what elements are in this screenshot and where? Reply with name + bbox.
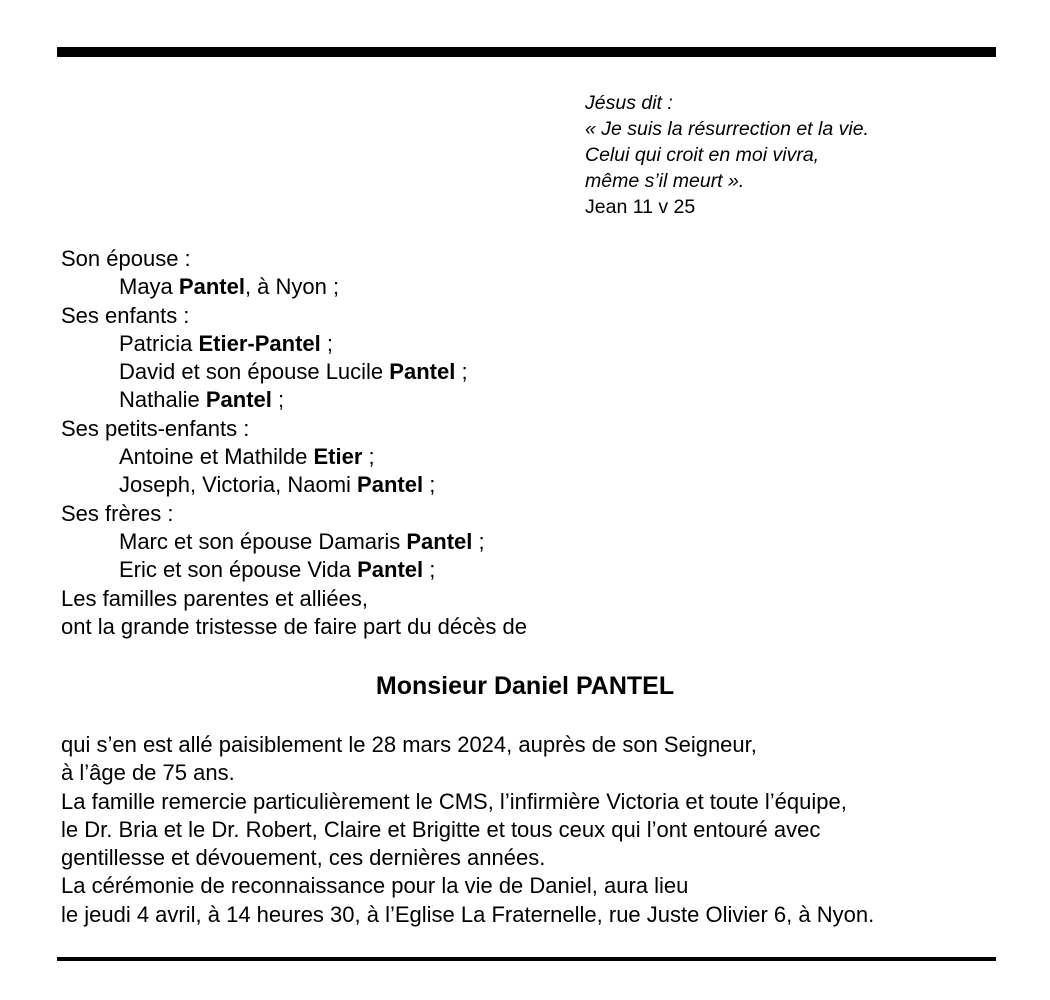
epigraph-reference: Jean 11 v 25 <box>585 196 696 218</box>
entry-text: Eric et son épouse Vida <box>119 557 358 583</box>
message-line: La famille remercie particulièrement le CMS, l’infirmière Victoria et toute l’équipe, <box>61 788 847 814</box>
epigraph-line: « Je suis la résurrection et la vie. <box>585 118 869 140</box>
message-line: La cérémonie de reconnaissance pour la vie de Daniel, aura lieu <box>61 873 689 899</box>
entry-text: , à Nyon ; <box>244 274 340 300</box>
surname: Pantel <box>406 528 473 554</box>
surname: Pantel <box>178 274 245 300</box>
children-heading: Ses enfants : <box>61 302 190 328</box>
entry-text: ; <box>362 444 375 470</box>
brothers-heading: Ses frères : <box>61 500 174 526</box>
entry-text: ; <box>472 528 485 554</box>
surname: Pantel <box>205 387 272 413</box>
brother-entry <box>61 528 527 556</box>
child-entry <box>61 330 527 358</box>
message-line: qui s’en est allé paisiblement le 28 mars 2024, auprès de son Seigneur, <box>61 732 757 757</box>
entry-text: Patricia <box>119 330 199 356</box>
entry-text: ; <box>320 330 333 356</box>
child-entry <box>61 386 527 414</box>
epigraph <box>585 90 869 220</box>
message-line: gentillesse et dévouement, ces dernières années. <box>61 845 546 871</box>
closing-line: Les familles parentes et alliées, <box>61 585 368 611</box>
brother-entry <box>61 556 527 584</box>
bottom-rule <box>57 957 996 961</box>
epigraph-line: Jésus dit : <box>585 92 673 114</box>
grandchild-entry <box>61 471 527 499</box>
entry-text: Joseph, Victoria, Naomi <box>119 472 358 498</box>
entry-text: ; <box>455 359 468 385</box>
entry-text: David et son épouse Lucile <box>119 359 390 385</box>
entry-text: Marc et son épouse Damaris <box>119 528 407 554</box>
spouse-heading: Son épouse : <box>61 246 191 271</box>
deceased-name: Monsieur Daniel PANTEL <box>375 672 675 700</box>
entry-text: Maya <box>119 274 179 300</box>
entry-text: Nathalie <box>119 387 206 413</box>
message-line: le jeudi 4 avril, à 14 heures 30, à l’Eglise La Fraternelle, rue Juste Olivier 6, à Nyon. <box>61 901 875 927</box>
entry-text: ; <box>423 557 436 583</box>
grandchildren-heading: Ses petits-enfants : <box>61 415 250 441</box>
family-list <box>61 245 527 641</box>
announcement-text <box>61 731 874 929</box>
child-entry <box>61 358 527 386</box>
message-line: le Dr. Bria et le Dr. Robert, Claire et Brigitte et tous ceux qui l’ont entouré avec <box>61 816 821 842</box>
epigraph-line: même s’il meurt ». <box>585 170 745 192</box>
surname: Etier-Pantel <box>198 330 321 356</box>
entry-text: ; <box>423 472 436 498</box>
grandchild-entry <box>61 443 527 471</box>
entry-text: Antoine et Mathilde <box>119 444 314 470</box>
surname: Etier <box>313 444 363 470</box>
surname: Pantel <box>389 359 456 385</box>
entry-text: ; <box>271 387 285 413</box>
epigraph-line: Celui qui croit en moi vivra, <box>585 144 820 166</box>
surname: Pantel <box>357 557 424 583</box>
closing-line: ont la grande tristesse de faire part du décès de <box>61 613 527 639</box>
message-line: à l’âge de 75 ans. <box>61 760 235 786</box>
spouse-entry <box>61 273 527 301</box>
surname: Pantel <box>357 472 424 498</box>
top-rule <box>57 47 996 57</box>
